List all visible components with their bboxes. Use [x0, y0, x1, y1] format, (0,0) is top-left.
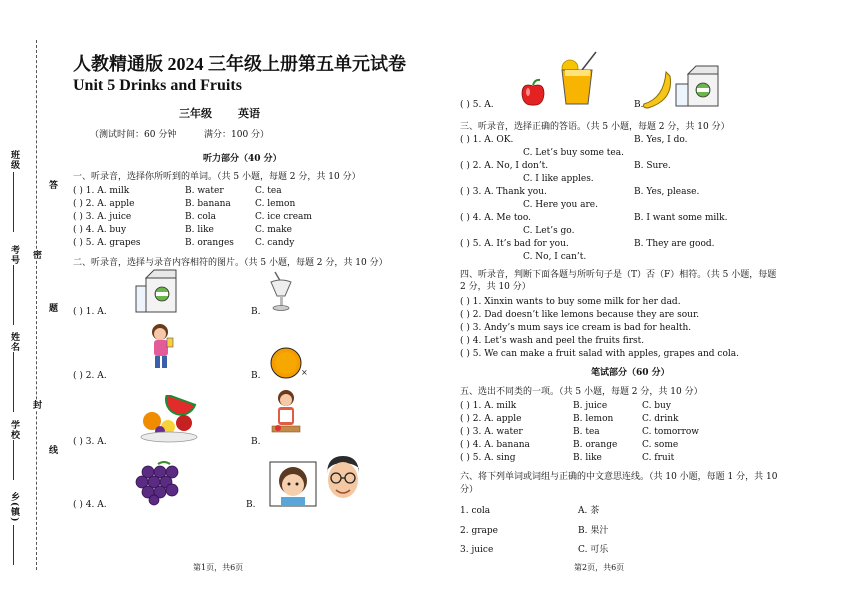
question-text: C. Let’s go.	[523, 226, 575, 236]
question-text: ( ) 5. We can make a fruit salad with apples, grapes and cola.	[460, 349, 739, 359]
question-text: ( ) 3. A. water	[460, 427, 523, 437]
margin-fill-line	[13, 172, 14, 232]
page-number-1: 第1页，共6页	[193, 563, 244, 572]
question-text: C. Here you are.	[523, 200, 598, 210]
question-text: ( ) 5. A. grapes	[73, 238, 141, 248]
binding-dashed-line	[36, 40, 37, 570]
full-score: 满分：100 分）	[204, 130, 270, 140]
section4-title-cont: 2 分，共 10 分）	[460, 282, 531, 292]
question-text: B. banana	[185, 199, 231, 209]
question-text: C. No, I can’t.	[523, 252, 587, 262]
question-text: C. ice cream	[255, 212, 312, 222]
grapes-icon	[134, 460, 182, 506]
margin-label-name: 姓名	[9, 332, 19, 352]
question-text: ( ) 2. A. apple	[73, 199, 135, 209]
question-text: B. Yes, I do.	[634, 135, 688, 145]
question-text: ( ) 3. Andy’s mum says ice cream is bad for health.	[460, 323, 692, 333]
seal-char: 封	[31, 400, 41, 410]
question-text: B. like	[185, 225, 214, 235]
question-text: ( ) 3. A. Thank you.	[460, 187, 547, 197]
boy-portrait-icon	[269, 461, 317, 507]
margin-fill-line	[13, 265, 14, 325]
ice-cream-drink-icon	[265, 270, 297, 312]
question-text: ( ) 2. A. No, I don’t.	[460, 161, 549, 171]
question-text: C. tomorrow	[642, 427, 700, 437]
question-text: ( ) 1. Xinxin wants to buy some milk for her dad.	[460, 297, 681, 307]
section1-title: 一、听录音，选择你所听到的单词。（共 5 小题，每题 2 分，共 10 分）	[73, 172, 361, 182]
seal-char: 答	[47, 180, 57, 190]
question-text: C. make	[255, 225, 292, 235]
page-number-2: 第2页，共6页	[574, 563, 625, 572]
question-text: ( ) 1. A. OK.	[460, 135, 514, 145]
girl-drinking-icon	[146, 322, 180, 372]
question-text: B. orange	[573, 440, 618, 450]
question-text: B. They are good.	[634, 239, 715, 249]
girl-cooking-icon	[268, 388, 304, 440]
question-text: ( ) 4. Let’s wash and peel the fruits first.	[460, 336, 645, 346]
milk-carton-icon	[132, 268, 182, 314]
question-text: C. lemon	[255, 199, 296, 209]
seal-char: 线	[47, 445, 57, 455]
question-text: B. juice	[573, 401, 608, 411]
question-text: ( ) 5. A. sing	[460, 453, 516, 463]
question-text: B. oranges	[185, 238, 234, 248]
question-text: C. fruit	[642, 453, 675, 463]
margin-label-exam-no: 考号	[9, 245, 19, 265]
section6-title-cont: 分）	[460, 485, 479, 495]
question-text: B. Yes, please.	[634, 187, 700, 197]
question-text: ( ) 3. A. juice	[73, 212, 132, 222]
question-text: ( ) 4. A. Me too.	[460, 213, 531, 223]
question-text: B. I want some milk.	[634, 213, 728, 223]
listening-section-title: 听力部分（40 分）	[203, 154, 282, 164]
question-text: ( ) 5. A. It’s bad for you.	[460, 239, 569, 249]
question-text: ( ) 2. Dad doesn’t like lemons because they are sour.	[460, 310, 700, 320]
fruit-platter-icon	[138, 395, 200, 443]
written-section-title: 笔试部分（60 分）	[591, 368, 670, 378]
question-text: B. cola	[185, 212, 217, 222]
apple-icon	[518, 78, 548, 108]
orange-icon	[268, 345, 312, 381]
question-text: B. Sure.	[634, 161, 671, 171]
seal-char: 题	[47, 303, 57, 313]
seal-char: 密	[31, 250, 41, 260]
question-text: B. like	[573, 453, 602, 463]
question-text: C. some	[642, 440, 679, 450]
margin-label-class: 班级	[9, 150, 19, 170]
subject-label: 英语	[238, 107, 260, 120]
test-time: （测试时间：60 分钟	[90, 130, 177, 140]
milk-carton-icon	[674, 64, 722, 108]
question-text: ( ) 2. A. apple	[460, 414, 522, 424]
margin-label-town: 乡(镇)	[9, 492, 19, 523]
question-text: C. drink	[642, 414, 679, 424]
orange-juice-icon	[556, 50, 602, 110]
question-text: ( ) 1. A. milk	[460, 401, 517, 411]
question-text: C. Let’s buy some tea.	[523, 148, 624, 158]
grade-label: 三年级	[179, 107, 212, 120]
question-text: ( ) 4. A. buy	[73, 225, 127, 235]
margin-fill-line	[13, 525, 14, 565]
section5-title: 五、选出不同类的一项。（共 5 小题，每题 2 分，共 10 分）	[460, 387, 703, 397]
question-text: ( ) 4. A. banana	[460, 440, 530, 450]
unit-title: Unit 5 Drinks and Fruits	[73, 77, 242, 94]
question-text: C. tea	[255, 186, 282, 196]
section2-title: 二、听录音，选择与录音内容相符的图片。（共 5 小题，每题 2 分，共 10 分）	[73, 258, 388, 268]
question-text: ( ) 1. A. milk	[73, 186, 130, 196]
svg-text:×: ×	[301, 368, 308, 377]
question-text: B. tea	[573, 427, 600, 437]
section3-title: 三、听录音，选择正确的答语。（共 5 小题，每题 2 分，共 10 分）	[460, 122, 730, 132]
question-text: B. water	[185, 186, 224, 196]
margin-fill-line	[13, 352, 14, 412]
question-text: B. lemon	[573, 414, 614, 424]
question-text: C. I like apples.	[523, 174, 594, 184]
section6-title: 六、将下列单词或词组与正确的中文意思连线。（共 10 小题，每题 1 分，共 10	[460, 472, 778, 482]
page-title: 人教精通版 2024 三年级上册第五单元试卷	[73, 54, 406, 74]
man-with-glasses-icon	[321, 452, 365, 508]
question-text: C. candy	[255, 238, 295, 248]
banana-icon	[640, 70, 674, 110]
question-text: C. buy	[642, 401, 671, 411]
margin-fill-line	[13, 440, 14, 480]
margin-label-school: 学校	[9, 420, 19, 440]
section4-title: 四、听录音，判断下面各题与所听句子是（T）否（F）相符。（共 5 小题，每题	[460, 270, 777, 280]
